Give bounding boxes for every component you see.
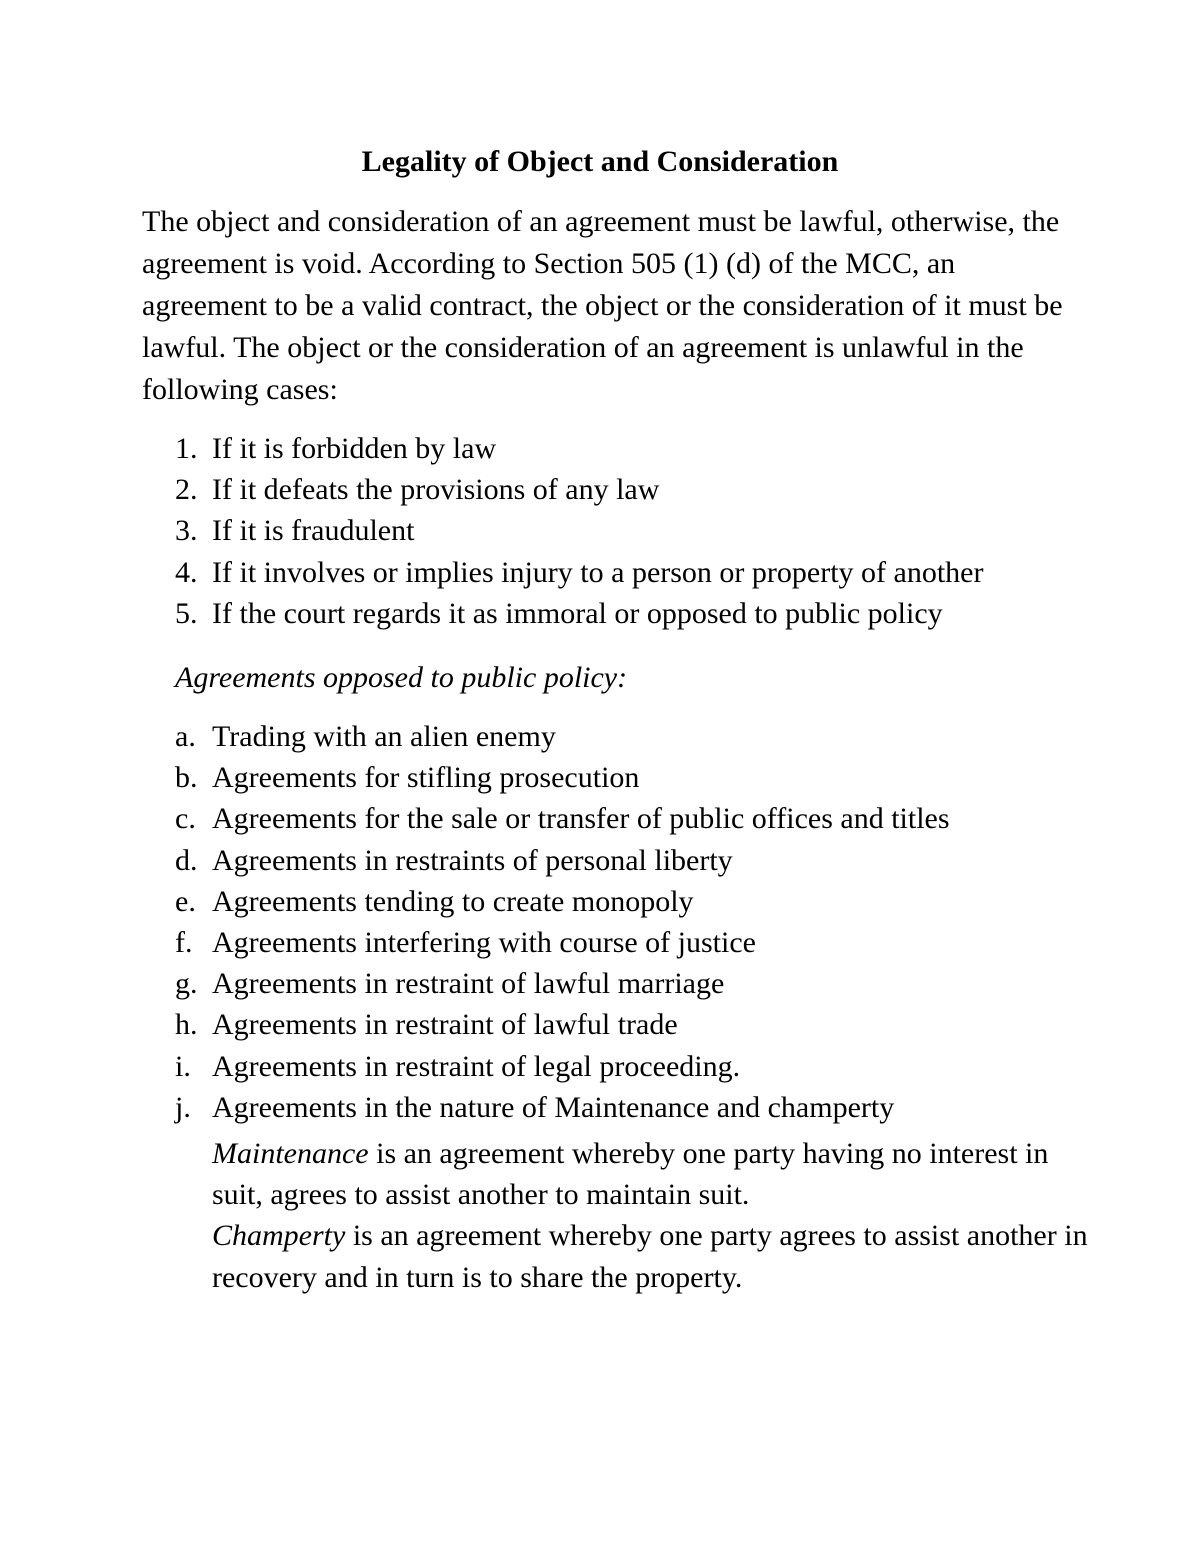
list-item-text: Agreements in restraint of lawful trade [212, 1008, 678, 1042]
list-item-text: Agreements for the sale or transfer of public offices and titles [212, 802, 950, 836]
list-item-text: Agreements tending to create monopoly [212, 884, 694, 918]
definition-term: Maintenance [212, 1137, 369, 1170]
list-item-text: If the court regards it as immoral or opposed to public policy [212, 596, 943, 630]
list-item [0, 1087, 1200, 1128]
list-item-text: Agreements in restraints of personal liberty [212, 843, 733, 877]
list-marker: g. [175, 967, 198, 1001]
public-policy-list [0, 716, 1200, 1128]
list-item [0, 922, 1200, 963]
page-title: Legality of Object and Consideration [361, 145, 839, 178]
unlawful-cases-list [0, 428, 1200, 634]
list-item-text: Agreements in restraint of lawful marriage [212, 967, 725, 1001]
list-marker: b. [175, 761, 198, 795]
list-item [0, 963, 1200, 1004]
intro-text: The object and consideration of an agreement must be lawful, otherwise, the agreement is void. According to Section 505 (1) (d) of the MCC, an agreement to be a valid contract, the object or the consideration of it must be lawful. The object or the consideration of an agreement is unlawful in the following cases: [142, 205, 1063, 406]
list-item-text: If it is fraudulent [212, 514, 415, 548]
list-marker: i. [175, 1049, 191, 1083]
list-item [0, 757, 1200, 798]
list-marker: e. [175, 884, 196, 918]
list-item-text: Trading with an alien enemy [212, 720, 556, 753]
list-item [0, 1004, 1200, 1045]
list-marker: a. [175, 720, 196, 753]
list-item [0, 840, 1200, 881]
list-marker: j. [175, 1090, 191, 1124]
definition-maintenance [212, 1133, 1092, 1215]
list-item [0, 1046, 1200, 1087]
definition-champerty [212, 1215, 1092, 1297]
list-item [0, 469, 1200, 510]
list-item [0, 593, 1200, 634]
list-marker: 1. [175, 432, 198, 465]
list-item [0, 716, 1200, 757]
list-item-text: Agreements in the nature of Maintenance and champerty [212, 1090, 895, 1124]
list-item-text: If it defeats the provisions of any law [212, 473, 660, 507]
list-item-text: If it is forbidden by law [212, 432, 497, 465]
list-item-text: If it involves or implies injury to a person or property of another [212, 555, 984, 589]
list-marker: d. [175, 843, 198, 877]
definition-text: is an agreement whereby one party having no interest in suit, agrees to assist another to maintain suit. [212, 1137, 1049, 1212]
list-marker: 2. [175, 473, 198, 507]
intro-paragraph [142, 201, 1082, 411]
list-marker: c. [175, 802, 196, 836]
list-item [0, 510, 1200, 551]
list-marker: h. [175, 1008, 198, 1042]
public-policy-heading: Agreements opposed to public policy: [175, 661, 628, 694]
list-marker: f. [175, 925, 193, 959]
definition-term: Champerty [212, 1219, 346, 1253]
definition-text: is an agreement whereby one party agrees to assist another in recovery and in turn is to share the property. [212, 1219, 1088, 1294]
list-marker: 5. [175, 596, 198, 630]
list-item [0, 881, 1200, 922]
list-item-text: Agreements interfering with course of justice [212, 925, 756, 959]
list-item-text: Agreements in restraint of legal proceeding. [212, 1049, 741, 1083]
list-marker: 4. [175, 555, 198, 589]
list-marker: 3. [175, 514, 198, 548]
list-item [0, 552, 1200, 593]
list-item-text: Agreements for stifling prosecution [212, 761, 640, 795]
list-item [0, 428, 1200, 469]
list-item [0, 798, 1200, 839]
definitions-block [212, 1133, 1092, 1298]
